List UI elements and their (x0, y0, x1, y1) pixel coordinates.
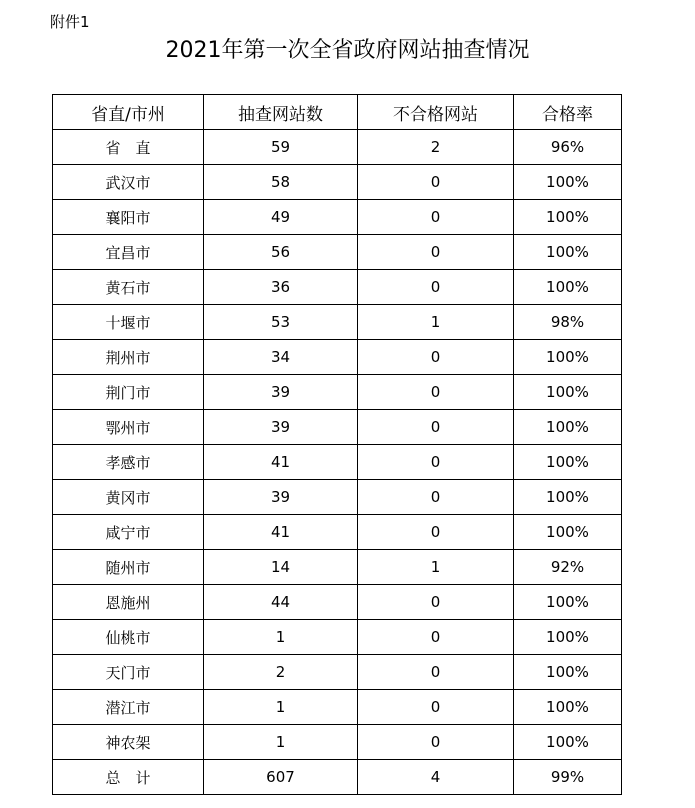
attachment-label: 附件1 (50, 13, 90, 31)
cell-pass-rate: 100% (514, 200, 622, 235)
header-failed-count: 不合格网站 (358, 95, 514, 130)
table-row (53, 235, 622, 270)
cell-pass-rate: 100% (514, 620, 622, 655)
cell-failed-count: 1 (358, 305, 514, 340)
cell-pass-rate: 100% (514, 515, 622, 550)
cell-pass-rate: 100% (514, 445, 622, 480)
table-row (53, 270, 622, 305)
cell-failed-count: 0 (358, 270, 514, 305)
cell-checked-count: 53 (204, 305, 358, 340)
cell-region: 鄂州市 (53, 410, 204, 445)
cell-checked-count: 1 (204, 690, 358, 725)
header-checked-count: 抽查网站数 (204, 95, 358, 130)
cell-checked-count: 56 (204, 235, 358, 270)
cell-failed-count: 1 (358, 550, 514, 585)
cell-region: 孝感市 (53, 445, 204, 480)
table-row (53, 305, 622, 340)
page-title: 2021年第一次全省政府网站抽查情况 (165, 38, 530, 63)
cell-checked-count: 14 (204, 550, 358, 585)
cell-region: 黄冈市 (53, 480, 204, 515)
cell-failed-count: 0 (358, 655, 514, 690)
cell-pass-rate: 96% (514, 130, 622, 165)
cell-failed-count: 0 (358, 235, 514, 270)
cell-checked-count: 2 (204, 655, 358, 690)
cell-region: 黄石市 (53, 270, 204, 305)
cell-region: 随州市 (53, 550, 204, 585)
cell-checked-count: 39 (204, 480, 358, 515)
cell-region: 潜江市 (53, 690, 204, 725)
cell-region: 省 直 (53, 130, 204, 165)
cell-pass-rate: 92% (514, 550, 622, 585)
cell-region: 仙桃市 (53, 620, 204, 655)
cell-failed-count: 0 (358, 445, 514, 480)
cell-checked-count: 607 (204, 760, 358, 795)
table-row (53, 410, 622, 445)
table-row (53, 515, 622, 550)
cell-region: 神农架 (53, 725, 204, 760)
cell-checked-count: 1 (204, 620, 358, 655)
cell-checked-count: 58 (204, 165, 358, 200)
cell-failed-count: 4 (358, 760, 514, 795)
cell-pass-rate: 100% (514, 690, 622, 725)
inspection-table (52, 94, 622, 795)
cell-region: 荆门市 (53, 375, 204, 410)
table-row (53, 725, 622, 760)
cell-pass-rate: 99% (514, 760, 622, 795)
cell-failed-count: 0 (358, 515, 514, 550)
cell-pass-rate: 100% (514, 655, 622, 690)
table-header-row (53, 95, 622, 130)
cell-checked-count: 44 (204, 585, 358, 620)
cell-failed-count: 2 (358, 130, 514, 165)
cell-pass-rate: 100% (514, 340, 622, 375)
table-row (53, 620, 622, 655)
table-body (53, 130, 622, 795)
table-row (53, 445, 622, 480)
cell-pass-rate: 100% (514, 410, 622, 445)
table-row (53, 655, 622, 690)
cell-failed-count: 0 (358, 725, 514, 760)
cell-pass-rate: 100% (514, 165, 622, 200)
cell-failed-count: 0 (358, 375, 514, 410)
header-region: 省直/市州 (53, 95, 204, 130)
cell-region: 荆州市 (53, 340, 204, 375)
cell-checked-count: 59 (204, 130, 358, 165)
cell-region: 咸宁市 (53, 515, 204, 550)
table-row (53, 760, 622, 795)
cell-region: 总 计 (53, 760, 204, 795)
cell-failed-count: 0 (358, 165, 514, 200)
cell-failed-count: 0 (358, 480, 514, 515)
table-row (53, 690, 622, 725)
cell-checked-count: 41 (204, 515, 358, 550)
cell-region: 武汉市 (53, 165, 204, 200)
cell-failed-count: 0 (358, 410, 514, 445)
cell-pass-rate: 98% (514, 305, 622, 340)
cell-failed-count: 0 (358, 620, 514, 655)
cell-pass-rate: 100% (514, 585, 622, 620)
cell-region: 襄阳市 (53, 200, 204, 235)
cell-pass-rate: 100% (514, 480, 622, 515)
cell-checked-count: 34 (204, 340, 358, 375)
table-row (53, 340, 622, 375)
table-row (53, 550, 622, 585)
cell-checked-count: 39 (204, 375, 358, 410)
header-pass-rate: 合格率 (514, 95, 622, 130)
cell-pass-rate: 100% (514, 375, 622, 410)
cell-pass-rate: 100% (514, 270, 622, 305)
cell-failed-count: 0 (358, 340, 514, 375)
cell-pass-rate: 100% (514, 725, 622, 760)
cell-failed-count: 0 (358, 690, 514, 725)
table-row (53, 480, 622, 515)
cell-checked-count: 1 (204, 725, 358, 760)
table-row (53, 200, 622, 235)
cell-failed-count: 0 (358, 585, 514, 620)
table-row (53, 375, 622, 410)
table-row (53, 130, 622, 165)
cell-region: 宜昌市 (53, 235, 204, 270)
cell-checked-count: 39 (204, 410, 358, 445)
table-row (53, 585, 622, 620)
cell-pass-rate: 100% (514, 235, 622, 270)
cell-checked-count: 49 (204, 200, 358, 235)
cell-region: 恩施州 (53, 585, 204, 620)
cell-checked-count: 41 (204, 445, 358, 480)
cell-region: 天门市 (53, 655, 204, 690)
cell-checked-count: 36 (204, 270, 358, 305)
cell-region: 十堰市 (53, 305, 204, 340)
table-row (53, 165, 622, 200)
cell-failed-count: 0 (358, 200, 514, 235)
